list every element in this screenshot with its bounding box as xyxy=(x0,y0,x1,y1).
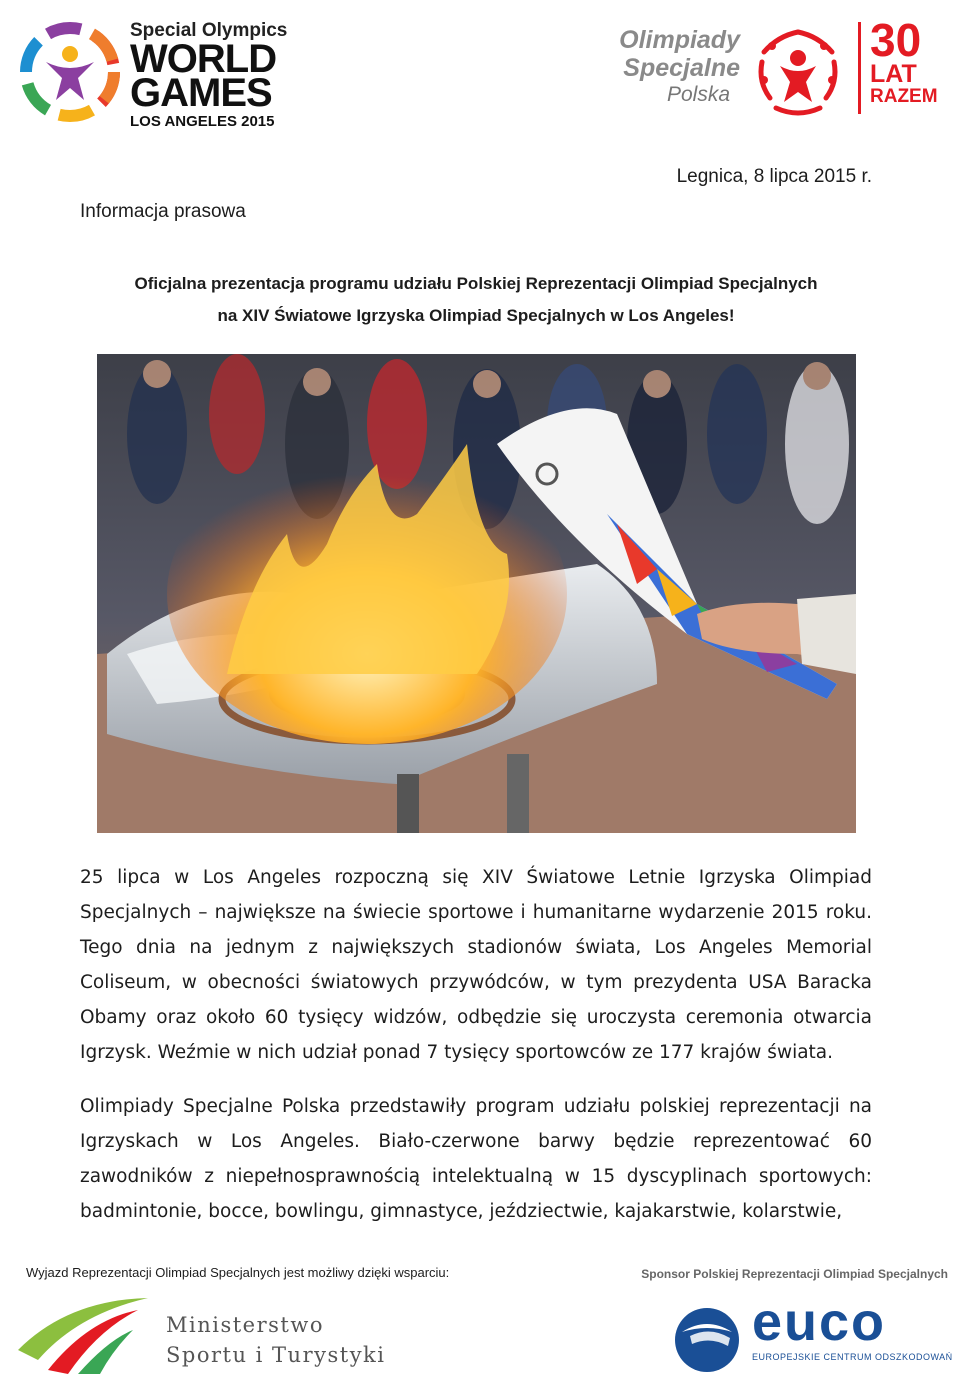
ministry-line1: Ministerstwo xyxy=(166,1313,324,1337)
osp-logo-line1: Olimpiady xyxy=(619,26,740,54)
special-olympics-emblem-icon xyxy=(748,22,848,118)
logo-small-text: Special Olympics xyxy=(130,20,288,41)
olimpiady-specjalne-polska-logo xyxy=(568,26,740,112)
torch-photo-illustration xyxy=(97,354,856,833)
30-lat-razem-badge xyxy=(870,14,956,108)
press-release-headline xyxy=(80,268,872,332)
anniversary-number: 30 xyxy=(870,14,922,66)
logo-city-year: LOS ANGELES 2015 xyxy=(130,113,275,130)
euco-logo-text: euco xyxy=(752,1292,887,1352)
osp-logo-line3: Polska xyxy=(666,83,730,106)
footer-sponsor-text: Sponsor Polskiej Reprezentacji Olimpiad Specjalnych xyxy=(641,1267,948,1281)
euco-globe-icon xyxy=(670,1302,744,1374)
ministry-line2: Sportu i Turystyki xyxy=(166,1343,386,1367)
world-games-emblem-icon xyxy=(20,22,120,122)
footer-support-text: Wyjazd Reprezentacji Olimpiad Specjalnych jest możliwy dzięki wsparciu: xyxy=(26,1265,450,1280)
anniversary-word1: LAT xyxy=(870,60,917,88)
paragraph-team-program: Olimpiady Specjalne Polska przedstawiły program udziału polskiej reprezentacji na Igrzyskach w Los Angeles. Biało-czerwone barwy będzie reprezentować 60 zawodników z niepełnosprawnością intelektualną w 15 dyscyplinach sportowych: badmintonie, bocce, bowlingu, gimnastyce, jeździectwie, kajakarstwie, kolarstwie, xyxy=(80,1096,872,1222)
header-divider xyxy=(858,22,861,114)
ministry-swoosh-icon xyxy=(8,1290,158,1376)
headline-line1: Oficjalna prezentacja programu udziału Polskiej Reprezentacji Olimpiad Specjalnych xyxy=(134,274,818,293)
logo-world-text: WORLD xyxy=(130,37,277,81)
special-olympics-world-games-logo xyxy=(18,20,298,128)
press-release-date: Legnica, 8 lipca 2015 r. xyxy=(676,166,872,187)
ministry-logo-text xyxy=(166,1310,386,1370)
logo-games-text: GAMES xyxy=(130,71,272,115)
press-release-label: Informacja prasowa xyxy=(80,201,246,222)
torch-lighting-photo xyxy=(97,354,856,833)
euco-logo-subtitle: EUROPEJSKIE CENTRUM ODSZKODOWAŃ xyxy=(752,1352,953,1362)
osp-logo-line2: Specjalne xyxy=(623,54,740,82)
paragraph-opening-ceremony: 25 lipca w Los Angeles rozpoczną się XIV Światowe Letnie Igrzyska Olimpiad Specjalnych – największe na świecie sportowe i humanitarne wydarzenie 2015 roku. Tego dnia na jednym z największych stadionów świata, Los Angeles Memorial Coliseum, w obecności światowych przywódców, w tym prezydenta USA Baracka Obamy oraz około 60 tysięcy widzów, odbędzie się uroczysta ceremonia otwarcia Igrzysk. Weźmie w nich udział ponad 7 tysięcy sportowców ze 177 krajów świata. xyxy=(80,867,872,1063)
anniversary-word2: RAZEM xyxy=(870,86,938,107)
headline-line2: na XIV Światowe Igrzyska Olimpiad Specjalnych w Los Angeles! xyxy=(217,306,735,325)
